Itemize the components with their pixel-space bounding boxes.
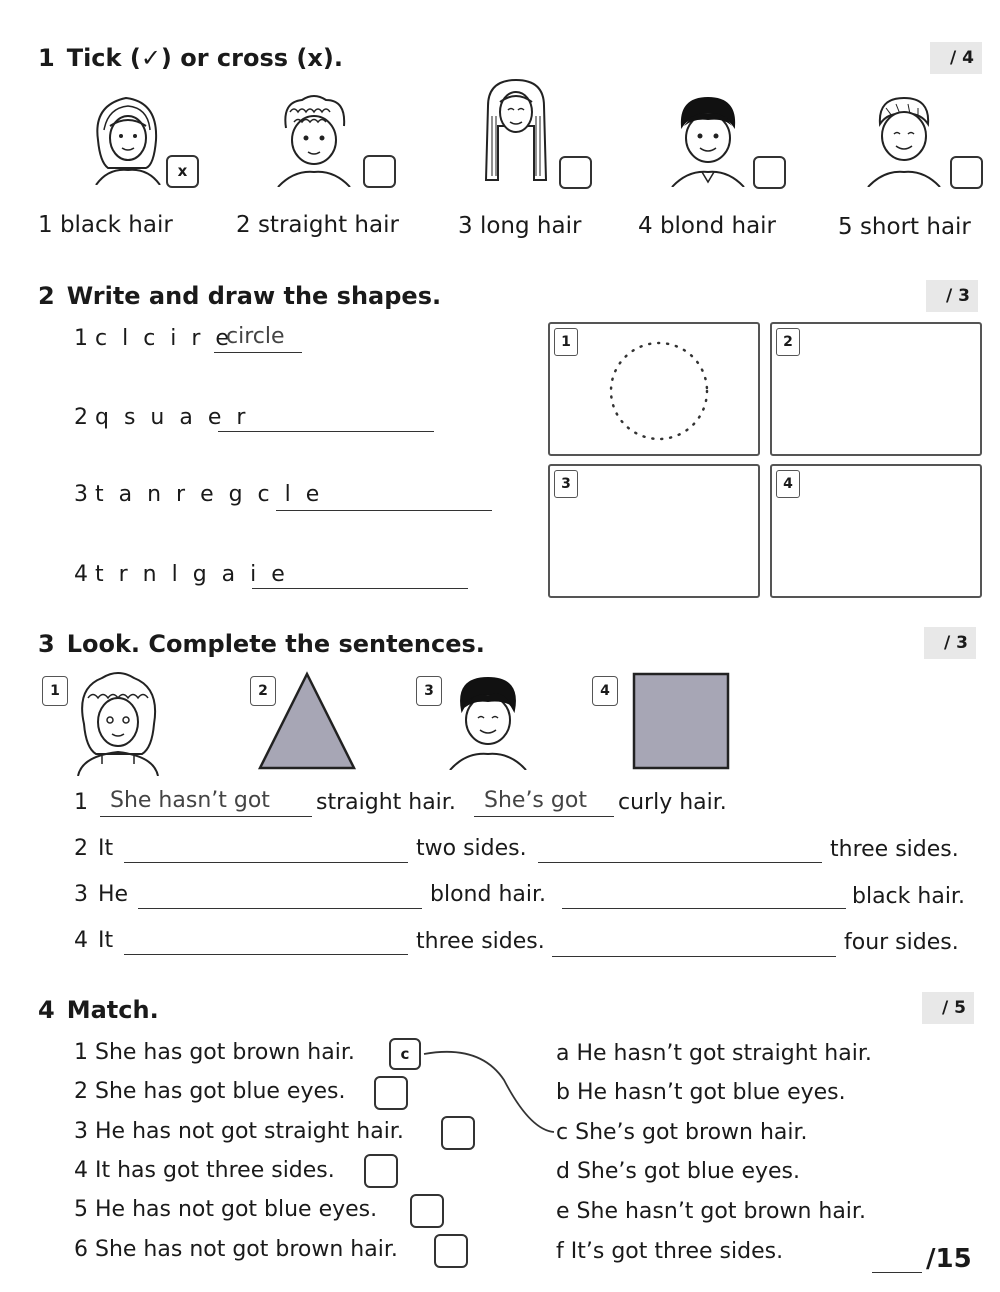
match-right-letter: a <box>556 1041 570 1066</box>
scramble-num: 3 <box>74 482 88 507</box>
match-right-letter: f <box>556 1239 564 1264</box>
match-right-letter: b <box>556 1080 570 1105</box>
sentence-1-end: curly hair. <box>618 790 727 815</box>
match-left-text: He has not got blue eyes. <box>95 1197 378 1222</box>
picture-number-2: 2 <box>250 676 276 706</box>
sentence-1-answer-2[interactable]: She’s got <box>484 788 587 813</box>
match-right-text: She’s got blue eyes. <box>576 1159 800 1184</box>
match-answer-box-5[interactable] <box>410 1194 444 1228</box>
label-short-hair: 5 short hair <box>838 214 971 240</box>
drawing-panel-2[interactable] <box>770 322 982 456</box>
match-left-text: It has got three sides. <box>95 1158 335 1183</box>
sentence-2-mid: two sides. <box>416 836 527 861</box>
sentence-3-line-2[interactable] <box>562 908 846 909</box>
total-score-line[interactable] <box>872 1272 922 1273</box>
panel-number: 1 <box>554 328 578 356</box>
section-2-number: 2 <box>38 282 55 310</box>
section-4-number: 4 <box>38 996 55 1024</box>
match-right-b <box>556 1080 846 1105</box>
match-left-text: She has got blue eyes. <box>95 1079 346 1104</box>
match-left-text: She has got brown hair. <box>95 1040 355 1065</box>
scramble-num: 4 <box>74 562 88 587</box>
match-left-4 <box>74 1158 335 1183</box>
tick-box-1[interactable]: x <box>166 155 199 188</box>
scramble-answer-1[interactable]: circle <box>226 324 285 349</box>
girl-curly-hair-picture <box>72 668 164 776</box>
match-right-text: It’s got three sides. <box>570 1239 784 1264</box>
match-left-num: 4 <box>74 1158 88 1183</box>
portrait-2-boy-curly-hair <box>272 92 356 187</box>
sentence-2-number: 2 <box>74 836 88 861</box>
match-right-text: He hasn’t got blue eyes. <box>576 1080 846 1105</box>
section-1-instruction: Tick (✓) or cross (x). <box>66 44 343 72</box>
section-4-title <box>38 996 159 1024</box>
panel-number: 3 <box>554 470 578 498</box>
label-straight-hair: 2 straight hair <box>236 212 399 238</box>
match-answer-box-1[interactable]: c <box>389 1038 421 1070</box>
match-left-num: 1 <box>74 1040 88 1065</box>
match-left-2 <box>74 1079 345 1104</box>
sentence-2-line-2[interactable] <box>538 862 822 863</box>
scramble-letters: t a n r e g c l e <box>95 482 324 507</box>
picture-number-3: 3 <box>416 676 442 706</box>
scramble-item-1 <box>74 326 233 351</box>
sentence-2-end: three sides. <box>830 837 959 862</box>
match-right-letter: c <box>556 1120 569 1145</box>
tick-box-5[interactable] <box>950 156 983 189</box>
match-left-num: 2 <box>74 1079 88 1104</box>
section-1-score: / 4 <box>930 42 982 74</box>
sentence-3-mid: blond hair. <box>430 882 546 907</box>
panel-number: 2 <box>776 328 800 356</box>
match-left-num: 6 <box>74 1237 88 1262</box>
tick-box-4[interactable] <box>753 156 786 189</box>
match-left-5 <box>74 1197 377 1222</box>
sentence-3-line-1[interactable] <box>138 908 422 909</box>
sentence-4-line-2[interactable] <box>552 956 836 957</box>
match-left-1 <box>74 1040 355 1065</box>
answer-line-3[interactable] <box>276 510 492 511</box>
section-1-title <box>38 44 343 72</box>
match-right-text: She hasn’t got brown hair. <box>576 1199 866 1224</box>
section-3-title <box>38 630 485 658</box>
section-4-instruction: Match. <box>66 996 159 1024</box>
sentence-4-mid: three sides. <box>416 929 545 954</box>
triangle-picture <box>256 670 358 770</box>
sentence-4-number: 4 <box>74 928 88 953</box>
sentence-4-start: It <box>98 928 114 953</box>
section-2-score: / 3 <box>926 280 978 312</box>
portrait-4-boy-black-hair <box>666 92 750 187</box>
tick-box-2[interactable] <box>363 155 396 188</box>
match-right-d <box>556 1159 800 1184</box>
panel-number: 4 <box>776 470 800 498</box>
dotted-circle-shape <box>604 336 714 446</box>
match-right-c <box>556 1120 808 1145</box>
drawing-panel-1[interactable] <box>548 322 760 456</box>
section-3-score: / 3 <box>924 627 976 659</box>
scramble-num: 2 <box>74 405 88 430</box>
section-1-number: 1 <box>38 44 55 72</box>
portrait-3-girl-long-hair <box>476 76 556 186</box>
sentence-1-line-1 <box>100 816 312 817</box>
sentence-4-line-1[interactable] <box>124 954 408 955</box>
match-right-text: He hasn’t got straight hair. <box>576 1041 872 1066</box>
section-4-score: / 5 <box>922 992 974 1024</box>
match-connector-line <box>420 1040 560 1140</box>
scramble-letters: c l c i r e <box>95 326 233 351</box>
scramble-letters: t r n l g a i e <box>95 562 289 587</box>
sentence-3-start: He <box>98 882 129 907</box>
match-left-text: She has not got brown hair. <box>95 1237 398 1262</box>
match-left-3 <box>74 1119 404 1144</box>
match-answer-box-6[interactable] <box>434 1234 468 1268</box>
sentence-3-end: black hair. <box>852 884 965 909</box>
match-right-letter: e <box>556 1199 570 1224</box>
scramble-item-4 <box>74 562 289 587</box>
tick-box-3[interactable] <box>559 156 592 189</box>
match-answer-box-2[interactable] <box>374 1076 408 1110</box>
match-answer-box-4[interactable] <box>364 1154 398 1188</box>
label-black-hair: 1 black hair <box>38 212 173 238</box>
sentence-1-line-2 <box>474 816 614 817</box>
drawing-panel-3[interactable] <box>548 464 760 598</box>
answer-line-4[interactable] <box>252 588 468 589</box>
scramble-item-3 <box>74 482 323 507</box>
scramble-letters: q s u a e r <box>95 405 250 430</box>
picture-number-4: 4 <box>592 676 618 706</box>
portrait-1-girl-black-hair <box>88 90 168 185</box>
picture-number-1: 1 <box>42 676 68 706</box>
match-right-a <box>556 1041 872 1066</box>
section-2-title <box>38 282 441 310</box>
match-left-num: 3 <box>74 1119 88 1144</box>
section-3-instruction: Look. Complete the sentences. <box>66 630 485 658</box>
sentence-2-line-1[interactable] <box>124 862 408 863</box>
scramble-item-2 <box>74 405 249 430</box>
match-right-letter: d <box>556 1159 570 1184</box>
scramble-num: 1 <box>74 326 88 351</box>
match-right-e <box>556 1199 866 1224</box>
answer-line-2[interactable] <box>218 431 434 432</box>
sentence-1-answer-1[interactable]: She hasn’t got <box>110 788 270 813</box>
match-left-text: He has not got straight hair. <box>95 1119 404 1144</box>
total-score: /15 <box>926 1244 972 1274</box>
label-blond-hair: 4 blond hair <box>638 213 777 239</box>
match-left-6 <box>74 1237 398 1262</box>
drawing-panel-4[interactable] <box>770 464 982 598</box>
portrait-5-boy-short-hair <box>862 92 946 187</box>
sentence-1-number: 1 <box>74 790 88 815</box>
sentence-3-number: 3 <box>74 882 88 907</box>
match-right-f <box>556 1239 783 1264</box>
match-right-text: She’s got brown hair. <box>575 1120 808 1145</box>
section-3-number: 3 <box>38 630 55 658</box>
label-long-hair: 3 long hair <box>458 213 582 239</box>
sentence-1-mid: straight hair. <box>316 790 456 815</box>
sentence-2-start: It <box>98 836 114 861</box>
answer-line-1 <box>214 352 302 353</box>
section-2-instruction: Write and draw the shapes. <box>66 282 442 310</box>
square-picture <box>632 672 730 770</box>
boy-black-hair-picture <box>446 674 530 770</box>
sentence-4-end: four sides. <box>844 930 959 955</box>
match-left-num: 5 <box>74 1197 88 1222</box>
